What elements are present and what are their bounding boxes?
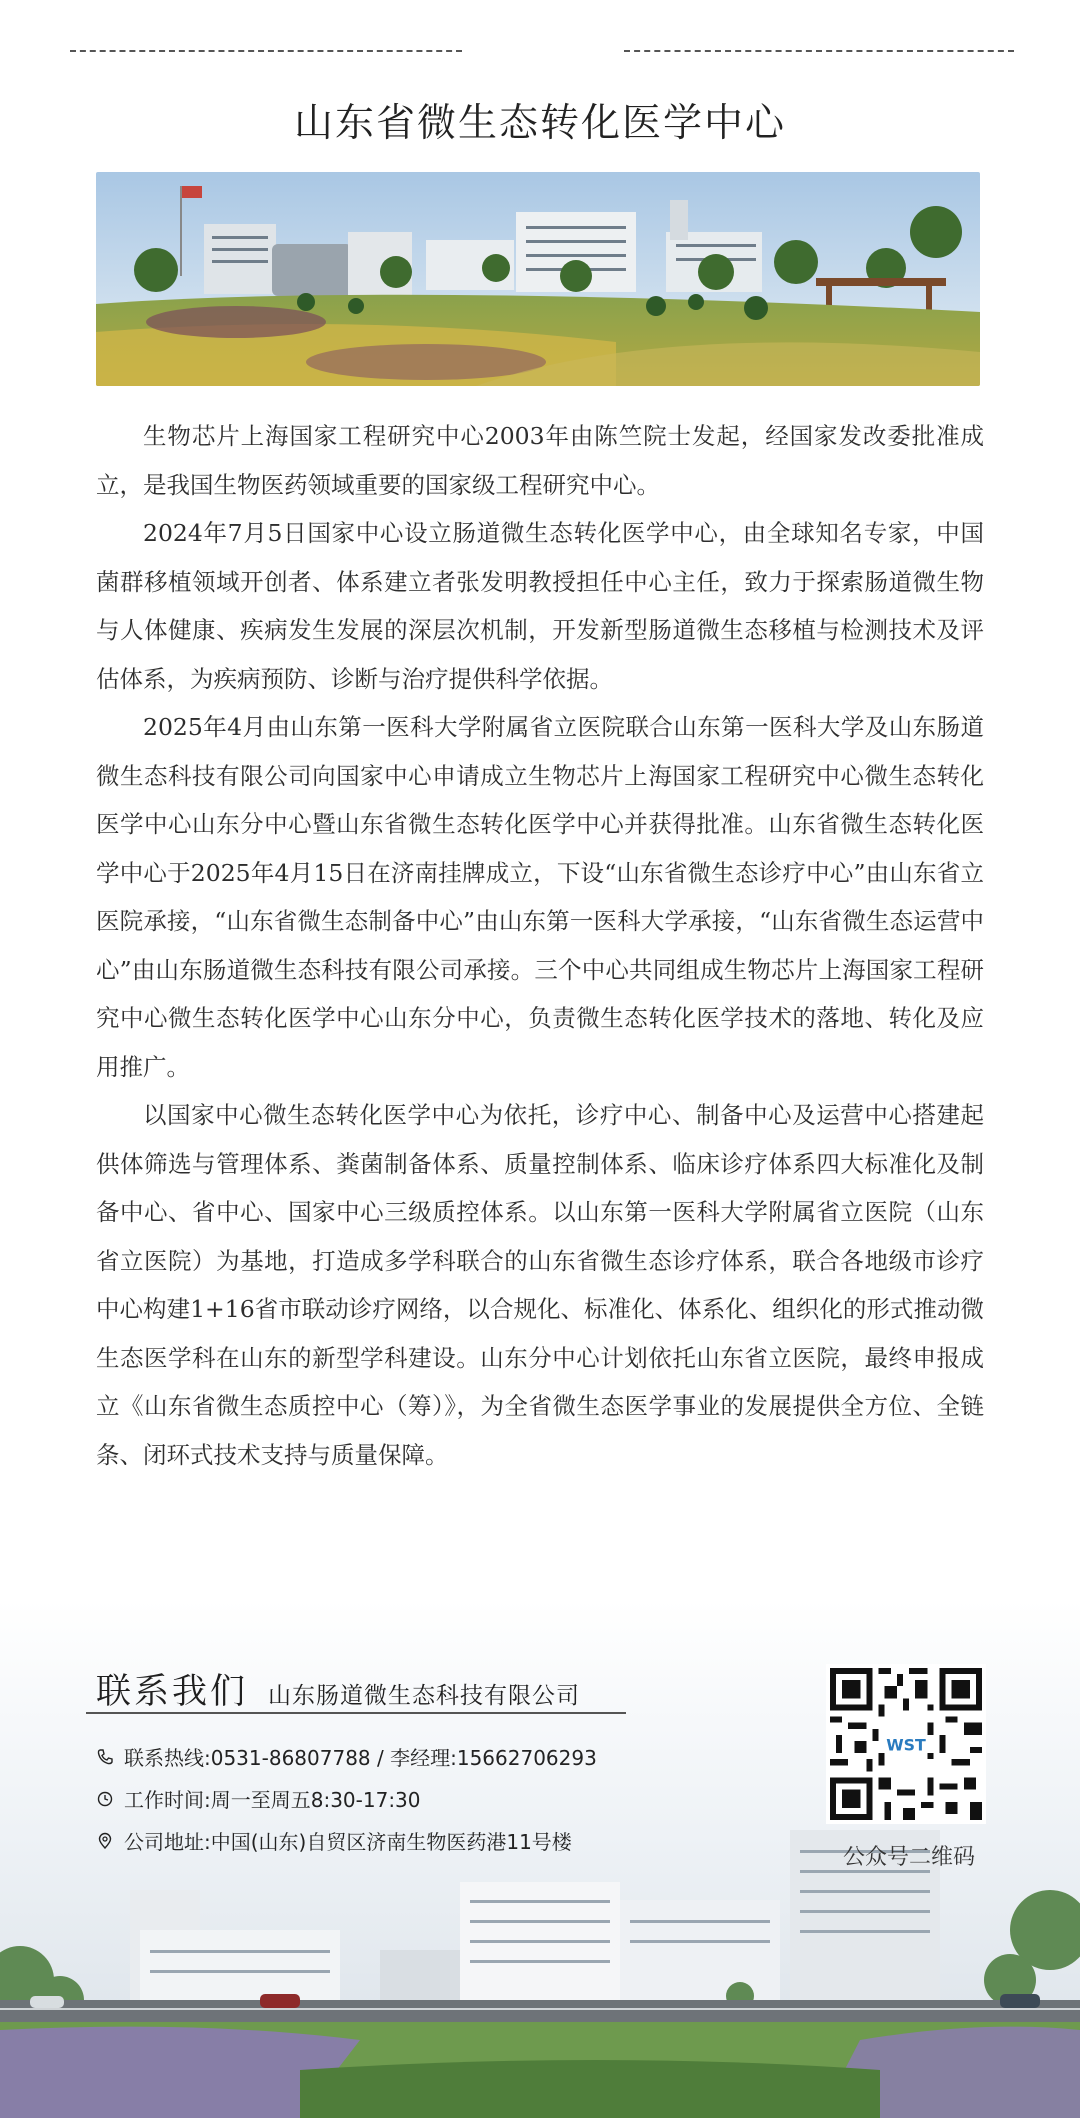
paragraph-3: 2025年4月由山东第一医科大学附属省立医院联合山东第一医科大学及山东肠道微生态科技有限公司向国家中心申请成立生物芯片上海国家工程研究中心微生态转化医学中心山东分中心暨山东省微生态转化医学中心并获得批准。山东省微生态转化医学中心于2025年4月15日在济南挂牌成立，下设“山东省微生态诊疗中心”由山东省立医院承接，“山东省微生态制备中心”由山东第一医科大学承接，“山东省微生态运营中心”由山东肠道微生态科技有限公司承接。三个中心共同组成生物芯片上海国家工程研究中心微生态转化医学中心山东分中心，负责微生态转化医学技术的落地、转化及应用推广。 [96,713,984,1081]
paragraph-4: 以国家中心微生态转化医学中心为依托，诊疗中心、制备中心及运营中心搭建起供体筛选与管理体系、粪菌制备体系、质量控制体系、临床诊疗体系四大标准化及制备中心、省中心、国家中心三级质控体系。以山东第一医科大学附属省立医院（山东省立医院）为基地，打造成多学科联合的山东省微生态诊疗体系，联合各地级市诊疗中心构建1+16省市联动诊疗网络，以合规化、标准化、体系化、组织化的形式推动微生态医学科在山东的新型学科建设。山东分中心计划依托山东省立医院，最终申报成立《山东省微生态质控中心（筹）》，为全省微生态医学事业的发展提供全方位、全链条、闭环式技术支持与质量保障。 [96,1101,984,1469]
hotline-row [96,1742,597,1771]
hotline-text[interactable]: 联系热线:0531-86807788 / 李经理:15662706293 [124,1746,597,1770]
qr-logo: WST [886,1735,926,1755]
top-dash-left [70,50,462,52]
clock-icon [96,1790,114,1808]
qr-code[interactable] [826,1664,986,1824]
paragraph-1: 生物芯片上海国家工程研究中心2003年由陈竺院士发起，经国家发改委批准成立，是我国生物医药领域重要的国家级工程研究中心。 [96,422,984,499]
paragraph-2: 2024年7月5日国家中心设立肠道微生态转化医学中心，由全球知名专家，中国菌群移植领域开创者、体系建立者张发明教授担任中心主任，致力于探索肠道微生物与人体健康、疾病发生发展的深层次机制，开发新型肠道微生态移植与检测技术及评估体系，为疾病预防、诊断与治疗提供科学依据。 [96,519,984,693]
hours-text: 工作时间:周一至周五8:30-17:30 [124,1788,421,1812]
qr-code-pattern [830,1668,982,1820]
hours-row [96,1784,421,1813]
article-body [96,412,984,1479]
location-pin-icon [96,1832,114,1850]
phone-icon [96,1748,114,1766]
campus-illustration [96,172,980,386]
contact-title: 联系我们 [96,1672,249,1712]
page-title: 山东省微生态转化医学中心 [293,101,786,146]
company-name: 山东肠道微生态科技有限公司 [268,1683,581,1709]
contact-divider [86,1712,626,1714]
address-text: 公司地址:中国(山东)自贸区济南生物医药港11号楼 [124,1830,572,1854]
contact-heading [96,1664,580,1714]
address-row [96,1826,572,1855]
campus-photo [96,172,980,386]
top-dash-right [624,50,1014,52]
qr-caption: 公众号二维码 [842,1845,975,1870]
